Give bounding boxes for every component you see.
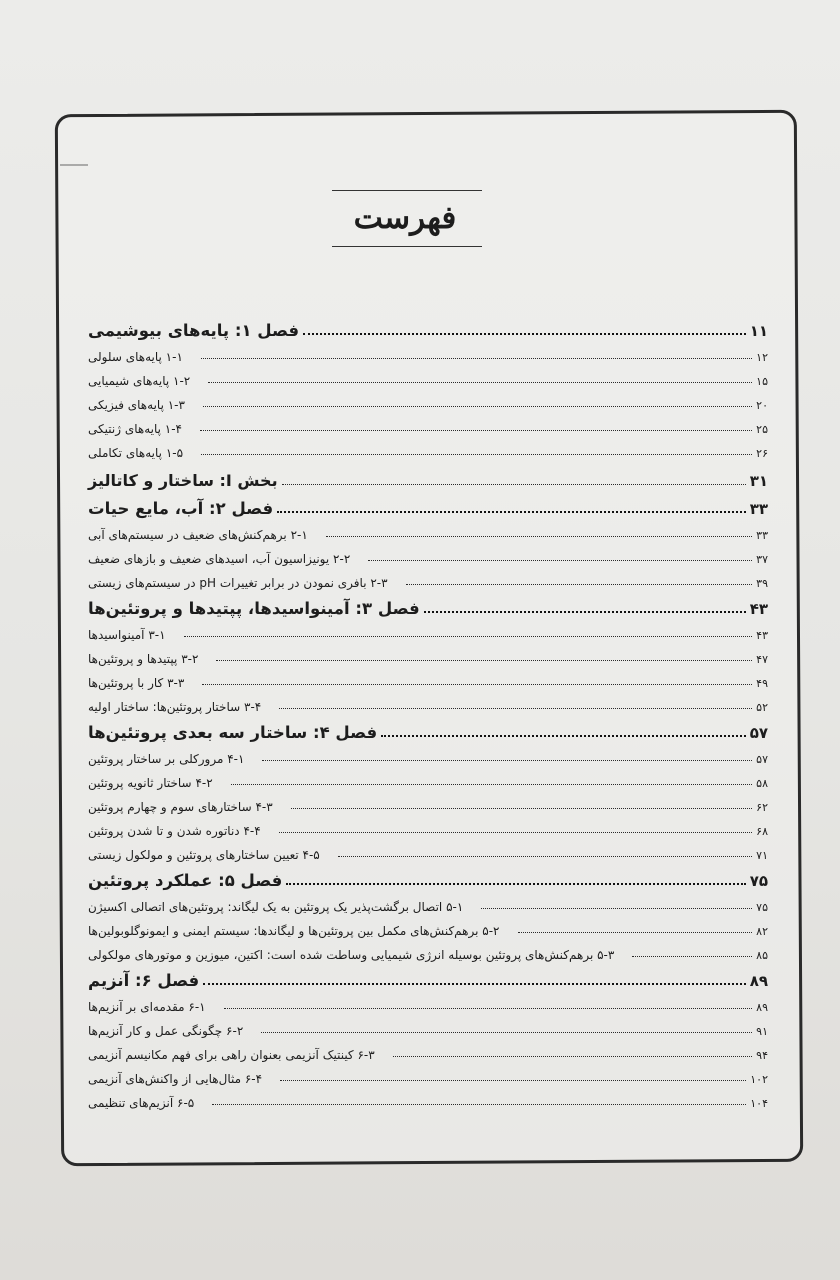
leader-dots [406, 584, 753, 585]
toc-entry-label: ۴-۱ مرورکلی بر ساختار پروتئین [88, 752, 245, 766]
toc-section-row [84, 990, 768, 1014]
leader-dots [200, 430, 752, 431]
toc-section-row [84, 518, 768, 542]
toc-page-number: ۹۴ [756, 1049, 768, 1062]
toc-entry-label: ۶-۲ چگونگی عمل و کار آنزیم‌ها [88, 1024, 244, 1038]
leader-dots [277, 511, 745, 513]
toc-chapter-row [84, 490, 768, 518]
leader-dots [291, 808, 753, 809]
leader-dots [201, 358, 752, 359]
title-rule-bottom [332, 246, 482, 247]
toc-section-row [84, 814, 768, 838]
leader-dots [282, 484, 746, 485]
toc-page-number: ۸۹ [749, 972, 768, 990]
toc-section-row [84, 566, 768, 590]
toc-page-number: ۷۵ [749, 872, 768, 890]
leader-dots [368, 560, 752, 561]
leader-dots [216, 660, 752, 661]
toc-entry-label: ۱-۱ پایه‌های سلولی [88, 350, 183, 364]
leader-dots [201, 454, 752, 455]
leader-dots [184, 636, 753, 637]
toc-page-number: ۳۷ [756, 553, 768, 566]
toc-page-number: ۹۱ [756, 1025, 768, 1038]
toc-entry-label: ۴-۴ دناتوره شدن و تا شدن پروتئین [88, 824, 261, 838]
table-of-contents [84, 312, 768, 1110]
leader-dots [424, 611, 746, 613]
toc-section-row [84, 766, 768, 790]
toc-entry-label: فصل ۶: آنزیم [88, 971, 200, 990]
toc-entry-label: ۳-۳ کار با پروتئین‌ها [88, 676, 185, 690]
leader-dots [261, 1032, 752, 1033]
toc-heading [300, 186, 510, 252]
toc-page-number: ۵۷ [756, 753, 768, 766]
toc-section-row [84, 364, 768, 388]
leader-dots [280, 1080, 746, 1081]
toc-entry-label: ۴-۳ ساختارهای سوم و چهارم پروتئین [88, 800, 273, 814]
toc-page-number: ۵۸ [756, 777, 768, 790]
toc-section-row [84, 1014, 768, 1038]
toc-section-row [84, 618, 768, 642]
toc-page-number: ۴۳ [756, 629, 768, 642]
toc-page-number: ۱۱ [749, 322, 768, 340]
toc-page-number: ۴۹ [756, 677, 768, 690]
toc-section-row [84, 542, 768, 566]
toc-entry-label: فصل ۱: پایه‌های بیوشیمی [88, 321, 300, 340]
toc-section-row [84, 914, 768, 938]
toc-page-number: ۳۳ [749, 500, 768, 518]
leader-dots [286, 883, 745, 885]
toc-section-row [84, 388, 768, 412]
toc-page-number: ۸۲ [756, 925, 768, 938]
toc-section-row [84, 642, 768, 666]
toc-section-row [84, 742, 768, 766]
leader-dots [212, 1104, 746, 1105]
toc-section-row [84, 1062, 768, 1086]
toc-entry-label: ۶-۵ آنزیم‌های تنظیمی [88, 1096, 195, 1110]
leader-dots [231, 784, 753, 785]
leader-dots [262, 760, 752, 761]
toc-section-row [84, 412, 768, 436]
toc-entry-label: ۵-۲ برهم‌کنش‌های مکمل بین پروتئین‌ها و لیگاندها: سیستم ایمنی و ایمونوگلوبولین‌ها [88, 924, 500, 938]
toc-section-row [84, 666, 768, 690]
leader-dots [481, 908, 752, 909]
toc-entry-label: ۶-۴ مثال‌هایی از واکنش‌های آنزیمی [88, 1072, 263, 1086]
toc-page-number: ۶۸ [756, 825, 768, 838]
toc-section-row [84, 1038, 768, 1062]
toc-entry-label: ۵-۳ برهم‌کنش‌های پروتئین بوسیله انرژی شیمیایی وساطت شده است: اکتین، میوزین و موتورهای مولکولی [88, 948, 615, 962]
toc-section-row [84, 1086, 768, 1110]
toc-entry-label: فصل ۲: آب، مایع حیات [88, 499, 274, 518]
leader-dots [518, 932, 753, 933]
toc-chapter-row [84, 714, 768, 742]
toc-entry-label: ۲-۳ بافری نمودن در برابر تغییرات pH در سیستم‌های زیستی [88, 576, 388, 590]
leader-dots [224, 1008, 753, 1009]
toc-chapter-row [84, 312, 768, 340]
toc-entry-label: فصل ۵: عملکرد پروتئین [88, 871, 283, 890]
leader-dots [393, 1056, 752, 1057]
toc-page-number: ۱۵ [756, 375, 768, 388]
toc-section-row [84, 890, 768, 914]
toc-entry-label: ۱-۲ پایه‌های شیمیایی [88, 374, 191, 388]
leader-dots [338, 856, 752, 857]
toc-section-row [84, 436, 768, 460]
toc-entry-label: ۵-۱ اتصال برگشت‌پذیر یک پروتئین به یک لیگاند: پروتئین‌های اتصالی اکسیژن [88, 900, 464, 914]
toc-page-number: ۳۹ [756, 577, 768, 590]
page-title: فهرست [353, 200, 457, 236]
toc-entry-label: ۱-۴ پایه‌های ژنتیکی [88, 422, 183, 436]
toc-section-row [84, 340, 768, 364]
toc-entry-label: ۳-۲ پپتیدها و پروتئین‌ها [88, 652, 199, 666]
leader-dots [203, 983, 745, 985]
toc-entry-label: فصل ۳: آمینواسیدها، پپتیدها و پروتئین‌ها [88, 599, 420, 618]
leader-dots [303, 333, 746, 335]
toc-page-number: ۱۰۲ [750, 1073, 768, 1086]
toc-page-number: ۷۵ [756, 901, 768, 914]
toc-section-row [84, 690, 768, 714]
toc-page-number: ۱۰۴ [750, 1097, 768, 1110]
leader-dots [279, 708, 752, 709]
toc-page-number: ۳۱ [749, 472, 768, 490]
toc-page-number: ۲۵ [756, 423, 768, 436]
toc-entry-label: ۲-۲ یونیزاسیون آب، اسیدهای ضعیف و بازهای ضعیف [88, 552, 351, 566]
toc-page-number: ۸۹ [756, 1001, 768, 1014]
toc-page-number: ۳۳ [756, 529, 768, 542]
toc-chapter-row [84, 962, 768, 990]
toc-page-number: ۵۲ [756, 701, 768, 714]
leader-dots [203, 406, 752, 407]
toc-page-number: ۱۲ [756, 351, 768, 364]
toc-entry-label: ۳-۱ آمینواسیدها [88, 628, 166, 642]
toc-entry-label: بخش I: ساختار و کاتالیز [88, 471, 278, 490]
toc-entry-label: ۶-۱ مقدمه‌ای بر آنزیم‌ها [88, 1000, 206, 1014]
title-rule-top [332, 190, 482, 191]
toc-entry-label: ۳-۴ ساختار پروتئین‌ها: ساختار اولیه [88, 700, 262, 714]
toc-entry-label: فصل ۴: ساختار سه بعدی پروتئین‌ها [88, 723, 378, 742]
toc-section-row [84, 938, 768, 962]
toc-entry-label: ۲-۱ برهم‌کنش‌های ضعیف در سیستم‌های آبی [88, 528, 308, 542]
toc-page-number: ۴۷ [756, 653, 768, 666]
toc-section-row [84, 838, 768, 862]
leader-dots [632, 956, 752, 957]
toc-entry-label: ۶-۳ کینتیک آنزیمی بعنوان راهی برای فهم مکانیسم آنزیمی [88, 1048, 375, 1062]
toc-entry-label: ۴-۵ تعیین ساختارهای پروتئین و مولکول زیستی [88, 848, 320, 862]
leader-dots [279, 832, 752, 833]
leader-dots [202, 684, 752, 685]
toc-chapter-row [84, 862, 768, 890]
toc-page-number: ۲۰ [756, 399, 768, 412]
toc-entry-label: ۱-۳ پایه‌های فیزیکی [88, 398, 185, 412]
toc-chapter-row [84, 590, 768, 618]
toc-part-row [84, 460, 768, 490]
toc-page-number: ۲۶ [756, 447, 768, 460]
leader-dots [326, 536, 752, 537]
toc-page-number: ۵۷ [749, 724, 768, 742]
toc-entry-label: ۴-۲ ساختار ثانویه پروتئین [88, 776, 213, 790]
toc-page-number: ۷۱ [756, 849, 768, 862]
toc-page-number: ۴۳ [749, 600, 768, 618]
leader-dots [208, 382, 752, 383]
leader-dots [381, 735, 745, 737]
toc-page-number: ۶۲ [756, 801, 768, 814]
toc-page-number: ۸۵ [756, 949, 768, 962]
toc-entry-label: ۱-۵ پایه‌های تکاملی [88, 446, 184, 460]
toc-section-row [84, 790, 768, 814]
